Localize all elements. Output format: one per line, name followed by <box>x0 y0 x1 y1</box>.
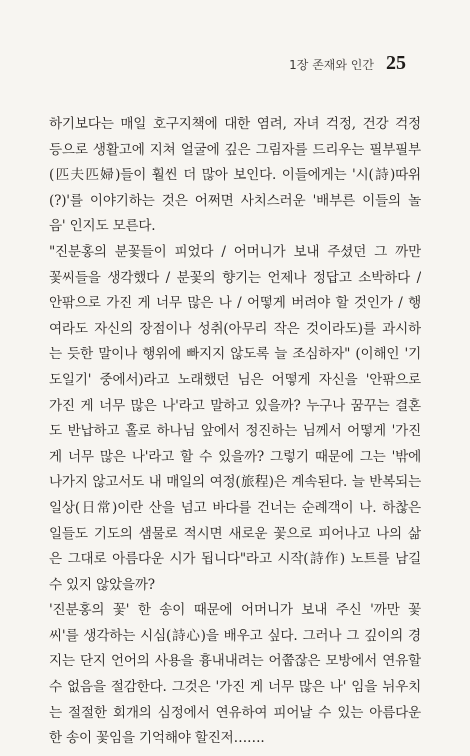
body-text <box>49 112 421 752</box>
text-line: 도일기' 중에서)라고 노래했던 님은 어떻게 자신을 '안팎으로 <box>49 371 421 388</box>
text-line: 는 듯한 말이나 행위에 빠지지 않도록 늘 조심하자" (이해인 '기 <box>49 346 421 363</box>
text-line: 는 절절한 회개의 심정에서 연유하여 피어날 수 있는 아름다운 <box>49 704 421 721</box>
text-line: 꽃씨들을 생각했다 / 분꽃의 향기는 언제나 정답고 소박하다 / <box>49 269 421 286</box>
text-line: 하기보다는 매일 호구지책에 대한 염려, 자녀 걱정, 건강 걱정 <box>49 116 421 132</box>
page-header <box>289 52 406 75</box>
text-line: 수 있지 않았을까? <box>49 576 155 593</box>
text-line: '진분홍의 꽃' 한 송이 때문에 어머니가 보내 주신 '까만 꽃 <box>49 602 421 619</box>
text-line: 등으로 생활고에 지쳐 얼굴에 깊은 그림자를 드리우는 필부필부 <box>49 141 421 158</box>
text-line: "진분홍의 분꽃들이 피었다 / 어머니가 보내 주셨던 그 까만 <box>49 243 421 260</box>
text-line: 나가지 않고서도 내 매일의 여정(旅程)은 계속된다. 늘 반복되는 <box>49 474 421 491</box>
text-line: (匹夫匹婦)들이 훨씬 더 많아 보인다. 이들에게는 '시(詩)따위 <box>49 167 421 184</box>
text-line: 여라도 자신의 장점이나 성취(아무리 작은 것이라도)를 과시하 <box>49 320 421 337</box>
running-title: 1장 존재와 인간 <box>289 58 374 72</box>
text-line: 씨'를 생각하는 시심(詩心)을 배우고 싶다. 그러나 그 깊이의 경 <box>49 627 421 644</box>
text-line: 일들도 기도의 샘물로 적시면 새로운 꽃으로 피어나고 나의 삶 <box>49 525 421 542</box>
text-line: 지는 단지 언어의 사용을 흉내내려는 어쭙잖은 모방에서 연유할 <box>49 653 421 670</box>
text-line: (?)'를 이야기하는 것은 어쩌면 사치스러운 '배부른 이들의 놀 <box>49 192 421 209</box>
page-number: 25 <box>386 52 406 74</box>
text-line: 게 너무 많은 나'라고 할 수 있을까? 그렇기 때문에 그는 '밖에 <box>49 448 421 465</box>
text-line: 은 그대로 아름다운 시가 됩니다"라고 시작(詩作) 노트를 남길 <box>49 551 421 568</box>
text-line: 수 없음을 절감한다. 그것은 '가진 게 너무 많은 나' 임을 뉘우치 <box>49 679 421 696</box>
text-line: 안팎으로 가진 게 너무 많은 나 / 어떻게 버려야 할 것인가 / 행 <box>49 295 421 312</box>
text-line: 음' 인지도 모른다. <box>49 218 156 235</box>
text-line: 일상(日常)이란 산을 넘고 바다를 건너는 순례객이 나. 하찮은 <box>49 499 421 516</box>
text-line: 한 송이 꽃임을 기억해야 할진저……. <box>49 730 265 747</box>
text-line: 가진 게 너무 많은 나'라고 말하고 있을까? 누구나 꿈꾸는 결혼 <box>49 397 421 414</box>
text-line: 도 반납하고 홀로 하나님 앞에서 정진하는 님께서 어떻게 '가진 <box>49 423 421 440</box>
